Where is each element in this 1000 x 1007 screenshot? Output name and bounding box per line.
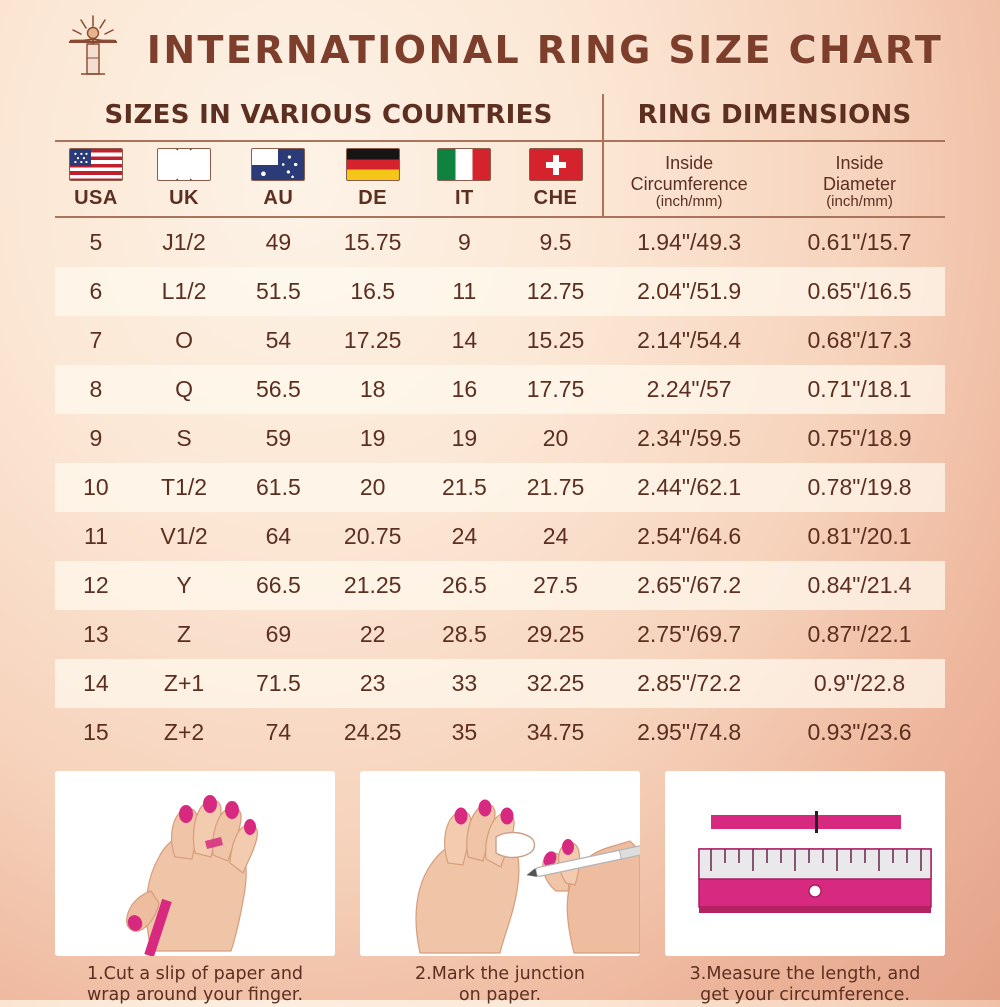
cell-uk: T1/2 <box>137 463 231 512</box>
cell-it: 9 <box>457 229 471 255</box>
cell-che: 24 <box>542 523 569 549</box>
cell-it: 35 <box>451 719 478 745</box>
cell-circumference: 2.04"/51.9 <box>603 267 774 316</box>
step-2-caption <box>360 964 640 1007</box>
cell-au: 69 <box>265 621 292 647</box>
step-1-caption <box>55 964 335 1007</box>
cell-de: 18 <box>326 365 420 414</box>
circumference-line2: Circumference <box>630 173 748 194</box>
cell-de: 22 <box>359 621 386 647</box>
cell-circumference: 2.44"/62.1 <box>603 463 774 512</box>
cell-uk: V1/2 <box>160 523 208 549</box>
ring-size-table <box>55 94 945 757</box>
che-flag-icon <box>529 148 583 181</box>
table-group-header-row <box>55 94 945 141</box>
cell-au: 59 <box>265 425 292 451</box>
cell-uk: Z+1 <box>137 659 231 708</box>
cell-circumference: 2.95"/74.8 <box>637 719 742 745</box>
cell-au: 61.5 <box>231 463 325 512</box>
de-flag-icon <box>346 148 400 181</box>
cell-che: 12.75 <box>509 267 603 316</box>
table-flag-row <box>55 141 945 186</box>
step-3-caption-line1: 3.Measure the length, and <box>689 964 921 984</box>
cell-au: 49 <box>265 229 292 255</box>
column-header-inside-diameter <box>774 141 945 217</box>
cell-circumference: 2.75"/69.7 <box>637 621 742 647</box>
cell-diameter: 0.71"/18.1 <box>774 365 945 414</box>
cell-diameter: 0.81"/20.1 <box>807 523 912 549</box>
cell-diameter: 0.84"/21.4 <box>774 561 945 610</box>
cell-usa: 10 <box>55 463 137 512</box>
cell-de: 21.25 <box>326 561 420 610</box>
cell-uk: L1/2 <box>137 267 231 316</box>
cell-circumference: 2.34"/59.5 <box>637 425 742 451</box>
table-row <box>55 512 945 561</box>
step-3-caption-line2: get your circumference. <box>700 985 910 1006</box>
cell-diameter: 0.65"/16.5 <box>774 267 945 316</box>
cell-diameter: 0.78"/19.8 <box>774 463 945 512</box>
cell-diameter: 0.75"/18.9 <box>807 425 912 451</box>
cell-de: 20 <box>326 463 420 512</box>
cell-au: 74 <box>265 719 292 745</box>
cell-de: 17.25 <box>343 327 402 353</box>
cell-che: 29.25 <box>526 621 585 647</box>
cell-au: 71.5 <box>231 659 325 708</box>
cell-au: 56.5 <box>231 365 325 414</box>
cell-it: 33 <box>420 659 509 708</box>
flag-cell-uk <box>137 141 231 186</box>
step-3 <box>665 771 945 1007</box>
cell-diameter: 0.61"/15.7 <box>807 229 912 255</box>
column-header-inside-circumference <box>603 141 774 217</box>
flag-cell-de <box>326 141 420 186</box>
cell-it: 28.5 <box>441 621 487 647</box>
step-2 <box>360 771 640 1007</box>
step-2-caption-line2: on paper. <box>458 985 542 1006</box>
cell-diameter: 0.87"/22.1 <box>807 621 912 647</box>
table-row <box>55 217 945 267</box>
cell-de: 20.75 <box>343 523 402 549</box>
column-header-usa: USA <box>55 186 137 217</box>
column-header-de: DE <box>326 186 420 217</box>
cell-circumference: 2.65"/67.2 <box>603 561 774 610</box>
cell-uk: Z+2 <box>163 719 205 745</box>
us-flag-icon <box>69 148 123 181</box>
cell-usa: 14 <box>55 659 137 708</box>
cell-it: 21.5 <box>420 463 509 512</box>
table-row <box>55 316 945 365</box>
hand-with-paper-strip-illustration <box>55 771 335 956</box>
cell-usa: 7 <box>89 327 103 353</box>
cell-circumference: 2.24"/57 <box>603 365 774 414</box>
jesus-figure-logo <box>57 14 129 86</box>
cell-au: 64 <box>265 523 292 549</box>
cell-uk: J1/2 <box>162 229 206 255</box>
cell-che: 9.5 <box>539 229 572 255</box>
table-body <box>55 217 945 757</box>
table-row <box>55 414 945 463</box>
table-row <box>55 561 945 610</box>
cell-au: 66.5 <box>231 561 325 610</box>
table-row <box>55 610 945 659</box>
cell-it: 24 <box>451 523 478 549</box>
cell-de: 15.75 <box>343 229 402 255</box>
flag-cell-usa <box>55 141 137 186</box>
cell-diameter: 0.93"/23.6 <box>807 719 912 745</box>
step-2-caption-line1: 2.Mark the junction <box>415 964 585 984</box>
it-flag-icon <box>437 148 491 181</box>
cell-che: 32.25 <box>509 659 603 708</box>
cell-usa: 5 <box>89 229 103 255</box>
cell-de: 24.25 <box>343 719 402 745</box>
ruler-measuring-strip-illustration <box>665 771 945 956</box>
table-row <box>55 463 945 512</box>
table-row <box>55 267 945 316</box>
cell-uk: Z <box>177 621 192 647</box>
cell-usa: 13 <box>83 621 109 647</box>
cell-it: 16 <box>420 365 509 414</box>
cell-circumference: 2.54"/64.6 <box>637 523 742 549</box>
table-row <box>55 659 945 708</box>
cell-de: 23 <box>326 659 420 708</box>
cell-au: 54 <box>265 327 292 353</box>
cell-au: 51.5 <box>231 267 325 316</box>
hands-marking-paper-illustration <box>360 771 640 956</box>
step-3-caption <box>665 964 945 1007</box>
cell-circumference: 1.94"/49.3 <box>637 229 742 255</box>
diameter-line1: Inside <box>835 153 884 174</box>
diameter-units: (inch/mm) <box>826 192 893 210</box>
cell-usa: 11 <box>83 523 108 549</box>
ring-size-table-wrapper <box>55 94 945 757</box>
cell-circumference: 2.85"/72.2 <box>603 659 774 708</box>
cell-it: 19 <box>451 425 478 451</box>
cell-uk: O <box>175 327 193 353</box>
cell-diameter: 0.68"/17.3 <box>807 327 912 353</box>
instruction-steps <box>55 771 945 1007</box>
cell-usa: 9 <box>89 425 103 451</box>
diameter-line2: Diameter <box>823 173 897 194</box>
cell-usa: 12 <box>55 561 137 610</box>
group-header-countries: SIZES IN VARIOUS COUNTRIES <box>55 94 603 141</box>
au-flag-icon <box>251 148 305 181</box>
page-header <box>0 0 1000 92</box>
cell-uk: S <box>176 425 192 451</box>
flag-cell-che <box>509 141 603 186</box>
flag-cell-au <box>231 141 325 186</box>
cell-che: 17.75 <box>509 365 603 414</box>
step-1 <box>55 771 335 1007</box>
cell-circumference: 2.14"/54.4 <box>637 327 742 353</box>
circumference-line1: Inside <box>665 153 714 174</box>
cell-usa: 6 <box>55 267 137 316</box>
cell-che: 15.25 <box>526 327 585 353</box>
page-title: INTERNATIONAL RING SIZE CHART <box>146 28 944 72</box>
cell-de: 19 <box>359 425 386 451</box>
step-1-caption-line1: 1.Cut a slip of paper and <box>86 964 304 984</box>
uk-flag-icon <box>157 148 211 181</box>
cell-it: 26.5 <box>420 561 509 610</box>
cell-che: 34.75 <box>526 719 585 745</box>
cell-uk: Y <box>137 561 231 610</box>
column-header-au: AU <box>231 186 325 217</box>
cell-che: 20 <box>542 425 569 451</box>
cell-usa: 8 <box>55 365 137 414</box>
cell-che: 27.5 <box>509 561 603 610</box>
cell-it: 14 <box>451 327 478 353</box>
column-header-it: IT <box>420 186 509 217</box>
table-row <box>55 708 945 757</box>
cell-che: 21.75 <box>509 463 603 512</box>
cell-uk: Q <box>137 365 231 414</box>
cell-usa: 15 <box>83 719 109 745</box>
cell-de: 16.5 <box>326 267 420 316</box>
flag-cell-it <box>420 141 509 186</box>
table-row <box>55 365 945 414</box>
step-1-caption-line2: wrap around your finger. <box>86 985 304 1006</box>
circumference-units: (inch/mm) <box>655 192 723 210</box>
cell-diameter: 0.9"/22.8 <box>774 659 945 708</box>
column-header-uk: UK <box>137 186 231 217</box>
cell-it: 11 <box>420 267 509 316</box>
column-header-che: CHE <box>509 186 603 217</box>
group-header-dimensions: RING DIMENSIONS <box>603 94 945 141</box>
